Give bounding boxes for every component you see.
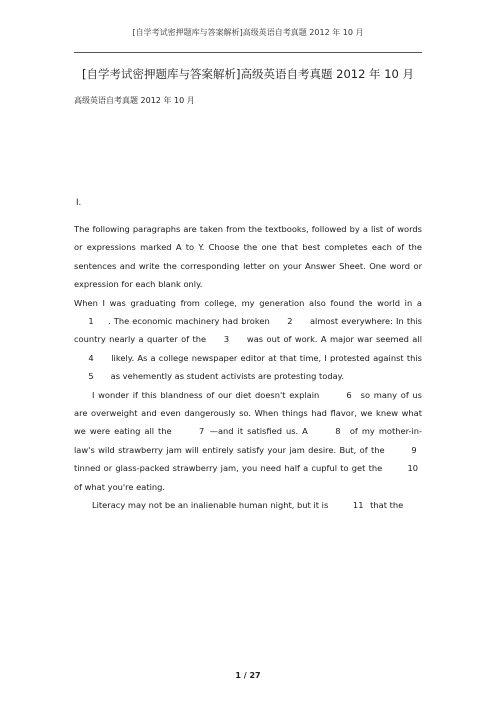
passage-text: of what you're eating. (74, 481, 166, 492)
blank-9: 9 (411, 444, 417, 455)
section-number: Ⅰ. (76, 198, 82, 208)
document-subtitle: 高级英语自考真题 2012 年 10 月 (74, 96, 195, 105)
running-header: [自学考试密押题库与答案解析]高级英语自考真题 2012 年 10 月 (132, 28, 364, 37)
passage-text: almost everywhere: In this country nearly a quarter of the (74, 316, 423, 345)
blank-3: 3 (223, 334, 230, 345)
current-page: 1 (235, 671, 241, 680)
blank-10: 10 (407, 463, 418, 474)
header-divider (74, 52, 422, 53)
blank-6: 6 (346, 389, 352, 400)
passage-text: When I was graduating from college, my generation also found the world in a (74, 297, 422, 308)
document-body (74, 220, 422, 515)
passage-text: of my mother-in-law's wild strawberry jam will entirely satisfy your jam desire. But, of the (74, 426, 423, 455)
passage-text: . The economic machinery had broken (108, 316, 270, 327)
passage-text: likely. As a college newspaper editor at that time, I protested against this (111, 352, 423, 363)
passage-text: tinned or glass-packed strawberry jam, you need half a cupful to get the (74, 463, 383, 474)
passage-paragraph-2 (74, 386, 422, 496)
passage-text: Literacy may not be an inalienable human night, but it is (92, 500, 329, 511)
document-title: [自学考试密押题库与答案解析]高级英语自考真题 2012 年 10 月 (82, 67, 414, 81)
passage-paragraph-1 (74, 294, 422, 386)
passage-text: —and it satisfied us. A (209, 426, 308, 437)
instructions-paragraph: The following paragraphs are taken from the textbooks, followed by a list of words or expressions marked A to Y. Choose the one that best completes each of the sentences and write the corresponding letter on your Answer Sheet. One word or expression for each blank only. (74, 224, 422, 290)
page-separator: / (243, 671, 247, 680)
passage-text: I wonder if this blandness of our diet doesn't explain (92, 389, 320, 400)
passage-paragraph-3 (74, 496, 422, 514)
blank-7: 7 (199, 426, 205, 437)
passage-text: that the (370, 500, 404, 511)
page-number (0, 671, 496, 680)
passage-text: so many of us are overweight and even dangerously so. When things had flavor, we knew what we were eating all the (74, 389, 423, 437)
blank-11: 11 (352, 500, 364, 511)
passage-text: was out of work. A major war seemed all (246, 334, 423, 345)
passage-text: as vehemently as student activists are protesting today. (110, 371, 345, 382)
blank-2: 2 (287, 316, 293, 327)
blank-1: 1 (88, 316, 94, 327)
blank-4: 4 (88, 352, 94, 363)
blank-8: 8 (335, 426, 341, 437)
blank-5: 5 (88, 371, 94, 382)
total-pages: 27 (249, 671, 261, 680)
